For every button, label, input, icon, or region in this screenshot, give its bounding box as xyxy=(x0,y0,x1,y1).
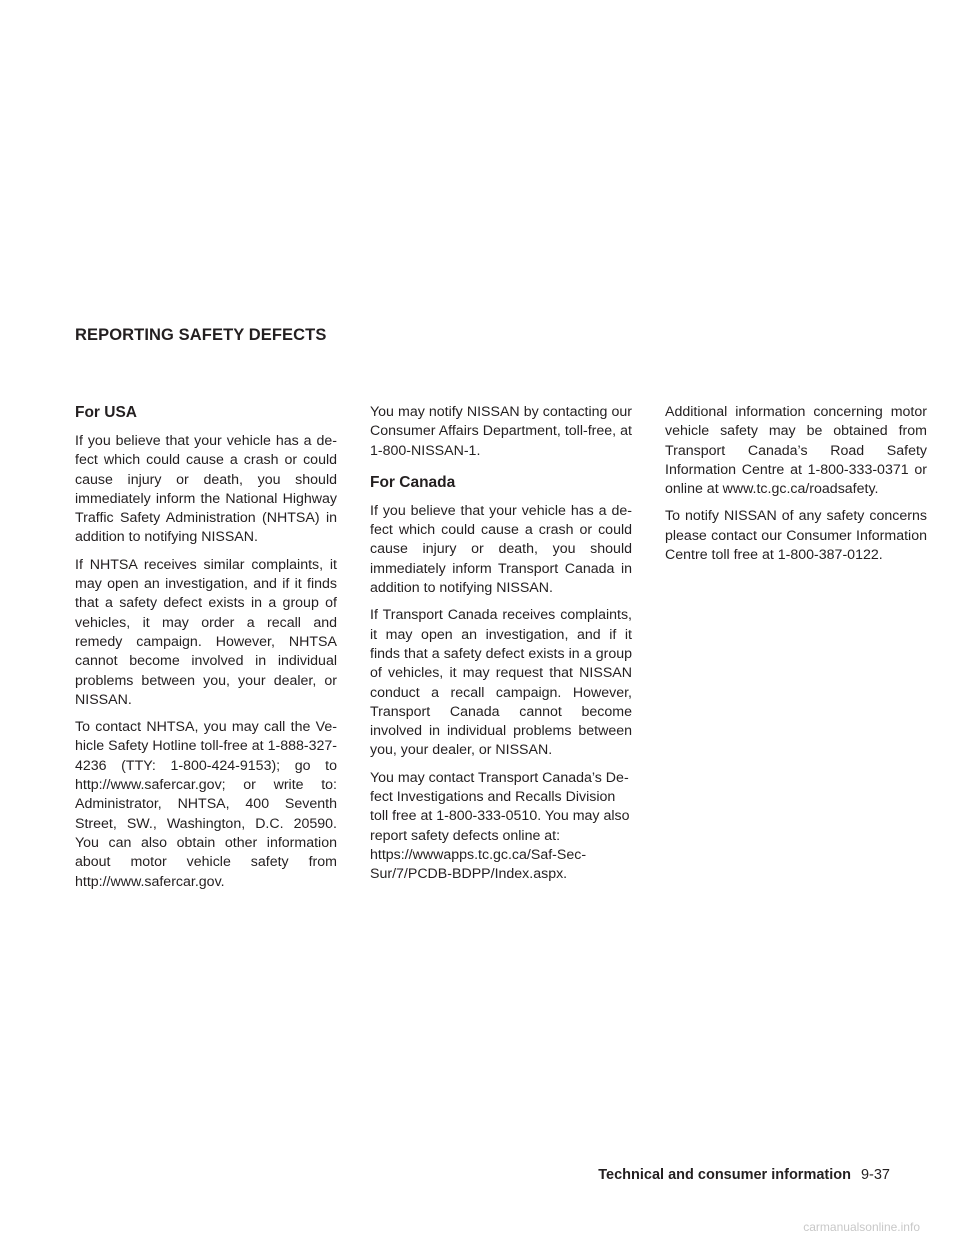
canada-paragraph-1: If you believe that your vehicle has a defect which could cause a crash or could cause injury or death, you should immediately inform Transport Canada in addition to notifying NISSAN. xyxy=(370,502,632,597)
watermark: carmanualsonline.info xyxy=(803,1220,920,1234)
usa-paragraph-1: If you believe that your vehicle has a defect which could cause a crash or could cause injury or death, you should immediately inform the National Highway Traffic Safety Administration (NHTSA) in addition to notifying NISSAN. xyxy=(75,433,337,546)
canada-paragraph-5: To notify NISSAN of any safety concerns please contact our Consumer Information Centre toll free at 1-800-387-0122. xyxy=(665,508,927,564)
canada-paragraph-3: You may contact Transport Canada’s Defect Investigations and Recalls Division toll free at 1-800-333-0510. You may also report safety defects online at: https://wwwapps.tc.gc.ca/Saf-Sec-Sur/7/PCDB-BDPP/Index.aspx. xyxy=(370,769,630,883)
canada-heading: For Canada xyxy=(370,473,456,491)
footer-section-label: Technical and consumer information xyxy=(598,1167,851,1183)
usa-paragraph-3: To contact NHTSA, you may call the Vehicle Safety Hotline toll-free at 1-888-327-4236 (TTY: 1-800-424-9153); go to http://www.safercar.gov; or write to: Administrator, NHTSA, 400 Seventh Street, SW., Washington, D.C. 20590. You can also obtain other information about motor vehicle safety from http://www.safercar.gov. xyxy=(75,719,337,890)
page-number: 9-37 xyxy=(860,1167,890,1183)
column-1 xyxy=(75,403,337,900)
usa-paragraph-2: If NHTSA receives similar complaints, it may open an investigation, and if it finds that a safety defect exists in a group of vehicles, it may order a recall and remedy campaign. However, NHTSA cannot become involved in individual problems between you, your dealer, or NISSAN. xyxy=(75,556,337,708)
column-3 xyxy=(665,403,927,573)
usa-heading: For USA xyxy=(75,404,137,421)
column-2 xyxy=(370,403,632,893)
page-footer xyxy=(555,1167,890,1183)
section-title: REPORTING SAFETY DEFECTS xyxy=(75,326,327,344)
usa-paragraph-4: You may notify NISSAN by contacting our Consumer Affairs Department, toll-free, at 1-800-NISSAN-1. xyxy=(370,404,632,459)
canada-paragraph-2: If Transport Canada receives complaints, it may open an investigation, and if it finds that a safety defect exists in a group of vehicles, it may request that NISSAN conduct a recall campaign. However, Transport Canada cannot become involved in individual problems between you, your dealer, or NISSAN. xyxy=(370,607,632,759)
canada-paragraph-4: Additional information concerning motor vehicle safety may be obtained from Transport Canada’s Road Safety Information Centre at 1-800-333-0371 or online at www.tc.gc.ca/roadsafety. xyxy=(665,404,927,498)
